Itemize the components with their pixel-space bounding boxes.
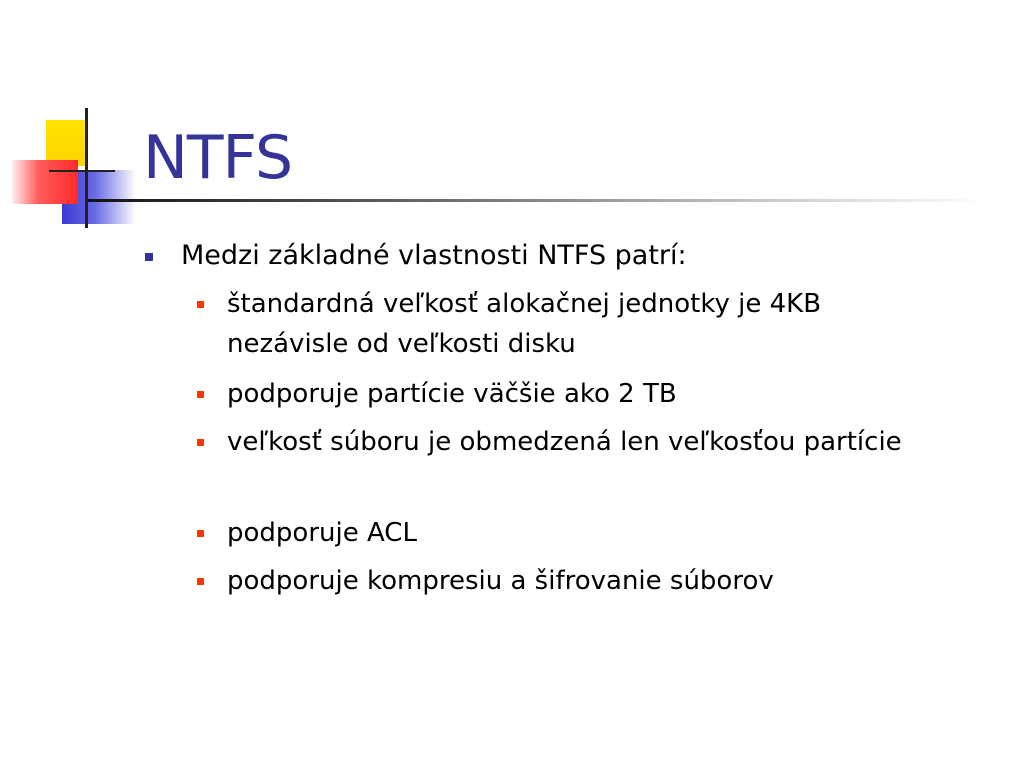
level1-bullet-icon — [145, 253, 153, 261]
sub-point: veľkosť súboru je obmedzená len veľkosťou partície — [227, 427, 902, 457]
sub-point: štandardná veľkosť alokačnej jednotky je 4KB nezávisle od veľkosti disku — [227, 289, 822, 359]
level2-bullet-icon — [197, 439, 204, 446]
level2-bullet-icon — [197, 391, 204, 398]
level2-bullet-icon — [197, 301, 204, 308]
level2-bullet-icon — [197, 530, 204, 537]
sub-point: podporuje ACL — [227, 518, 417, 548]
main-point: Medzi základné vlastnosti NTFS patrí: — [181, 240, 687, 271]
sub-point: podporuje partície väčšie ako 2 TB — [227, 379, 677, 409]
level2-bullet-icon — [197, 578, 204, 585]
sub-point: podporuje kompresiu a šifrovanie súborov — [227, 566, 774, 596]
slide-title: NTFS — [143, 123, 293, 193]
